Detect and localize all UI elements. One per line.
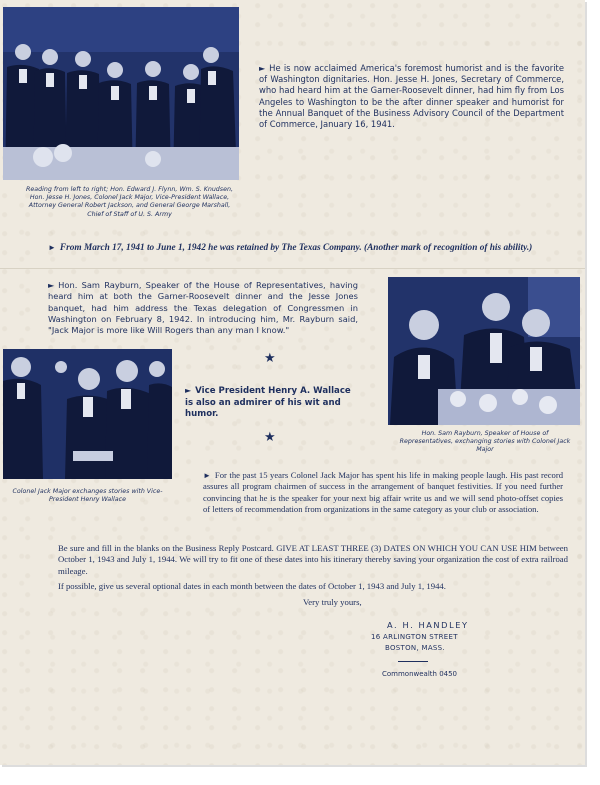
- photo-wallace: [3, 349, 172, 479]
- bullet-arrow-icon: ►: [203, 471, 211, 480]
- caption-dinner-group: Reading from left to right; Hon. Edward J. Flynn, Wm. S. Knudsen, Hon. Jesse H. Jones, Colonel Jack Major, Vice-President Wallace, Attorney General Robert Jackson, and General George Marshall, Chief of Staff of U. S. Army: [26, 186, 233, 218]
- paragraph-rayburn: ► Hon. Sam Rayburn, Speaker of the House of Representatives, having heard him at both the Garner-Roosevelt dinner and the Jesse Jones banquet, had him address the Texas delegation of Congressmen in Washington on February 8, 1942. In introducing him, Mr. Rayburn said, "Jack Major is more like Will Rogers than any man I know.": [48, 280, 358, 336]
- divider: [398, 661, 428, 662]
- paragraph-wallace: ► Vice President Henry A. Wallace is also an admirer of his wit and humor.: [185, 386, 351, 419]
- closing-street: 16 ARLINGTON STREET: [371, 633, 458, 641]
- closing-city: BOSTON, MASS.: [385, 644, 445, 652]
- closing-name: A. H. HANDLEY: [387, 620, 469, 630]
- star-icon: ★: [264, 351, 276, 366]
- closing-phone: Commonwealth 0450: [382, 670, 458, 678]
- bullet-arrow-icon: ►: [185, 386, 192, 395]
- paragraph-humorist: ► He is now acclaimed America's foremost humorist and is the favorite of Washington dignitaries. Hon. Jesse H. Jones, Secretary of Commerce, who had heard him at the Garner-Roosevelt dinner, had him fly from Los Angeles to Washington to be the after dinner speaker and humorist for the Annual Banquet of the Business Advisory Council of the Department of Commerce, January 16, 1941.: [259, 63, 564, 130]
- star-icon: ★: [264, 430, 276, 445]
- fold-line: [0, 268, 585, 269]
- paragraph-fifteen-years: ► For the past 15 years Colonel Jack Major has spent his life in making people laugh. His past record assures all program chairmen of success in the arrangement of banquet festivities. If you need further convincing that he is the speaker for your next big affair write us and we will send photo-offset copies of letters of recommendation from organizations in the same category as your club or association.: [203, 470, 563, 515]
- paragraph-postcard: Be sure and fill in the blanks on the Business Reply Postcard. GIVE AT LEAST THREE (3) DATES ON WHICH YOU CAN USE HIM between October 1, 1943 and July 1, 1944. We will try to fit one of these dates into his itinerary thereby saving your organization the cost of extra railroad mileage.: [58, 543, 568, 576]
- photo-dinner-group: [3, 7, 239, 180]
- caption-rayburn: Hon. Sam Rayburn, Speaker of House of Representatives, exchanging stories with Colonel Jack Major: [399, 430, 571, 454]
- closing-salutation: Very truly yours,: [303, 597, 362, 607]
- bullet-arrow-icon: ►: [48, 243, 56, 252]
- paragraph-optional-dates: If possible, give us several optional dates in each month between the dates of October 1, 1943 and July 1, 1944.: [58, 581, 446, 591]
- caption-wallace: Colonel Jack Major exchanges stories with Vice-President Henry Wallace: [12, 488, 163, 504]
- photo-rayburn: [388, 277, 580, 425]
- paragraph-texas-company: ► From March 17, 1941 to June 1, 1942 he was retained by The Texas Company. (Another mark of recognition of his ability.): [48, 243, 533, 253]
- bullet-arrow-icon: ►: [259, 64, 266, 73]
- bullet-arrow-icon: ►: [48, 281, 55, 290]
